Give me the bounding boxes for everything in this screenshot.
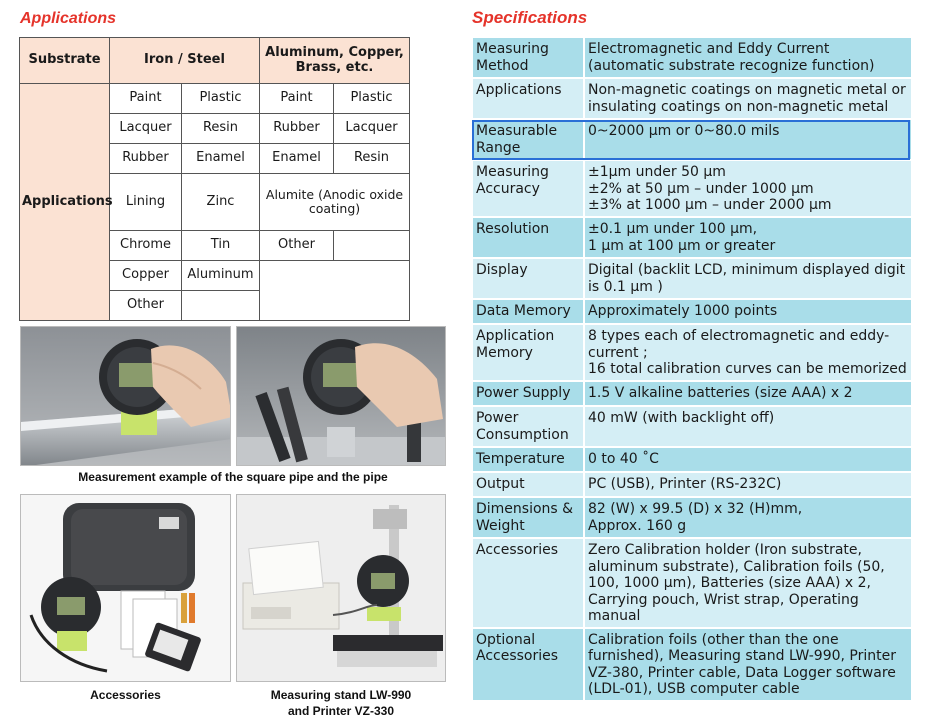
spec-row [472, 258, 912, 299]
spec-label: Measurable Range [472, 119, 584, 160]
table-cell: Copper [110, 260, 182, 290]
table-cell: Resin [182, 114, 260, 144]
photo-stand-printer [236, 494, 446, 682]
spec-label: Temperature [472, 447, 584, 472]
table-cell: Rubber [260, 114, 334, 144]
spec-label: Application Memory [472, 324, 584, 381]
spec-value: Electromagnetic and Eddy Current (automatic substrate recognize function) [584, 37, 912, 78]
table-cell: Zinc [182, 174, 260, 230]
table-cell: Enamel [182, 144, 260, 174]
table-cell: Tin [182, 230, 260, 260]
header-aluminum: Aluminum, Copper, Brass, etc. [260, 38, 410, 84]
spec-value: 1.5 V alkaline batteries (size AAA) x 2 [584, 381, 912, 406]
table-cell: Chrome [110, 230, 182, 260]
spec-value: PC (USB), Printer (RS-232C) [584, 472, 912, 497]
spec-row [472, 497, 912, 538]
spec-label: Resolution [472, 217, 584, 258]
table-cell: Plastic [334, 84, 410, 114]
spec-value: 8 types each of electromagnetic and eddy-current ; 16 total calibration curves can be memorized [584, 324, 912, 381]
table-cell: Paint [110, 84, 182, 114]
photo-square-pipe [20, 326, 231, 466]
spec-label: Output [472, 472, 584, 497]
spec-label: Optional Accessories [472, 628, 584, 701]
spec-label: Accessories [472, 538, 584, 628]
row-label-applications: Applications [20, 84, 110, 321]
spec-row [472, 447, 912, 472]
caption-stand-printer-line2: and Printer VZ-330 [287, 704, 395, 718]
caption-accessories: Accessories [90, 688, 161, 702]
table-cell: Lacquer [110, 114, 182, 144]
spec-row [472, 119, 912, 160]
applications-table [19, 37, 410, 321]
spec-label: Display [472, 258, 584, 299]
table-cell: Enamel [260, 144, 334, 174]
spec-value: ±0.1 μm under 100 μm, 1 μm at 100 μm or greater [584, 217, 912, 258]
spec-value: Calibration foils (other than the one furnished), Measuring stand LW-990, Printer VZ-380, Printer cable, Data Logger software (LDL-01), USB computer cable [584, 628, 912, 701]
table-cell [334, 230, 410, 260]
spec-value: Zero Calibration holder (Iron substrate, aluminum substrate), Calibration foils (50, 100, 1000 μm), Batteries (size AAA) x 2, Carrying pouch, Wrist strap, Operating manual [584, 538, 912, 628]
spec-value: 0~2000 μm or 0~80.0 mils [584, 119, 912, 160]
specifications-table [471, 36, 913, 702]
spec-value: Digital (backlit LCD, minimum displayed digit is 0.1 μm ) [584, 258, 912, 299]
spec-row [472, 538, 912, 628]
spec-row [472, 78, 912, 119]
header-iron-steel: Iron / Steel [110, 38, 260, 84]
table-cell-alumite: Alumite (Anodic oxide coating) [260, 174, 410, 230]
spec-label: Applications [472, 78, 584, 119]
spec-label: Dimensions & Weight [472, 497, 584, 538]
caption-stand-printer-line1: Measuring stand LW-990 [270, 688, 412, 702]
spec-value: 40 mW (with backlight off) [584, 406, 912, 447]
spec-value: ±1μm under 50 μm ±2% at 50 μm – under 1000 μm ±3% at 1000 μm – under 2000 μm [584, 160, 912, 217]
table-cell-empty [260, 260, 410, 320]
spec-value: Non-magnetic coatings on magnetic metal or insulating coatings on non-magnetic metal [584, 78, 912, 119]
spec-row [472, 381, 912, 406]
spec-row [472, 406, 912, 447]
table-cell: Plastic [182, 84, 260, 114]
table-cell: Lining [110, 174, 182, 230]
header-substrate: Substrate [20, 38, 110, 84]
spec-label: Measuring Method [472, 37, 584, 78]
table-cell: Aluminum [182, 260, 260, 290]
photo-accessories [20, 494, 231, 682]
spec-row [472, 299, 912, 324]
caption-pipe: Measurement example of the square pipe and the pipe [78, 470, 388, 484]
spec-row [472, 472, 912, 497]
spec-value: 0 to 40 ˚C [584, 447, 912, 472]
table-cell: Other [260, 230, 334, 260]
table-cell: Resin [334, 144, 410, 174]
spec-row [472, 160, 912, 217]
applications-title: Applications [20, 10, 117, 27]
spec-row [472, 37, 912, 78]
table-cell: Rubber [110, 144, 182, 174]
specifications-title: Specifications [472, 8, 588, 27]
spec-row [472, 217, 912, 258]
table-cell: Paint [260, 84, 334, 114]
spec-value: Approximately 1000 points [584, 299, 912, 324]
spec-label: Data Memory [472, 299, 584, 324]
table-cell: Other [110, 290, 182, 320]
spec-value: 82 (W) x 99.5 (D) x 32 (H)mm, Approx. 160 g [584, 497, 912, 538]
spec-label: Measuring Accuracy [472, 160, 584, 217]
spec-row [472, 324, 912, 381]
spec-label: Power Supply [472, 381, 584, 406]
table-cell: Lacquer [334, 114, 410, 144]
spec-row [472, 628, 912, 701]
photo-round-pipe [236, 326, 446, 466]
spec-label: Power Consumption [472, 406, 584, 447]
table-cell [182, 290, 260, 320]
